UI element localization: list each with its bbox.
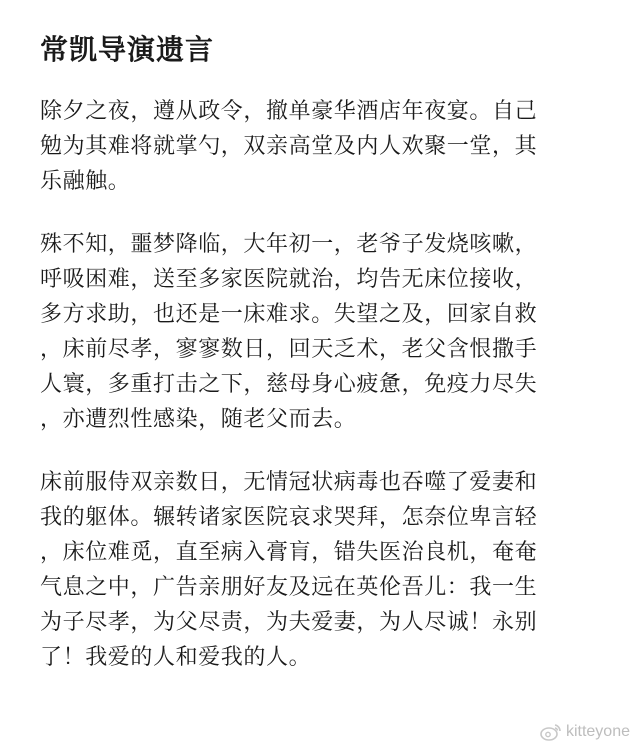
watermark-text: kitteyone [565, 723, 630, 740]
paragraph-2: 殊不知，噩梦降临，大年初一，老爷子发烧咳嗽， 呼吸困难，送至多家医院就治，均告无床位接收， 多方求助，也还是一床难求。失望之及，回家自救 ，床前尽孝，寥寥数日，回天乏术，老父含恨撒手 人寰，多重打击之下，慈母身心疲惫，免疫力尽失 ，亦遭烈性感染，随老父而去。 [40, 232, 538, 432]
paragraph-1: 除夕之夜，遵从政令，撤单豪华酒店年夜宴。自己 勉为其难将就掌勺，双亲高堂及内人欢聚一堂，其 乐融触。 [40, 99, 538, 194]
paragraph-3: 床前服侍双亲数日，无情冠状病毒也吞噬了爱妻和 我的躯体。辗转诸家医院哀求哭拜，怎奈位卑言轻 ，床位难觅，直至病入膏肓，错失医治良机，奄奄 气息之中，广告亲朋好友及远在英伦吾儿：我一生 为子尽孝，为父尽责，为夫爱妻，为人尽诚！永别 了！我爱的人和爱我的人。 [40, 470, 538, 670]
watermark [540, 723, 630, 741]
weibo-icon [540, 723, 562, 741]
page-title: 常凯导演遗言 [40, 33, 215, 66]
